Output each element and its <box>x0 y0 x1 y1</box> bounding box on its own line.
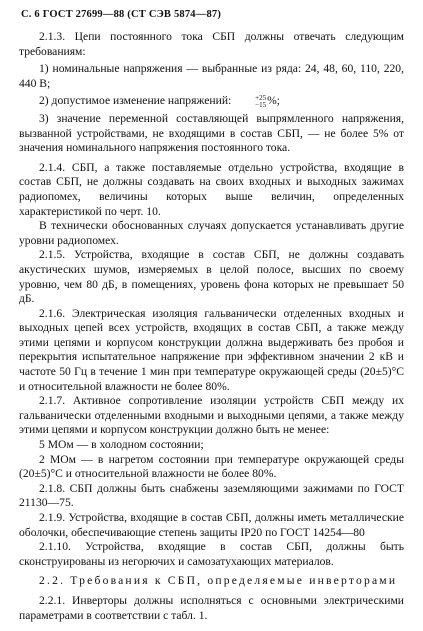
item-2-suffix: %; <box>267 94 281 108</box>
document-body <box>19 30 404 623</box>
paragraph-2-1-6: 2.1.6. Электрическая изоляция гальванически отделенных входных и выходных цепей всех устройств, входящих в состав СБП, а также между этими цепями и корпусом конструкции должна выдерживать без пробоя и перекрытия испытательное напряжение при эффективном значении 2 кВ и частоте 50 Гц в течение 1 мин при температуре окружающей среды (20±5)°С и относительной влажности не более 80%. <box>19 306 404 393</box>
paragraph-2-1-8: 2.1.8. СБП должны быть снабжены заземляющими зажимами по ГОСТ 21130—75. <box>19 481 404 510</box>
paragraph-2-1-4-continued: В технически обоснованных случаях допускается устанавливать другие уровни радиопомех. <box>19 219 404 247</box>
item-2-prefix: 2) допустимое изменение напряжений: <box>39 94 232 108</box>
paragraph-2-1-3-item-2 <box>19 94 404 109</box>
paragraph-2-1-7: 2.1.7. Активное сопротивление изоляции устройств СБП между их гальванически отделенными входными и выходными цепями, а также между этими цепями и корпусом конструкции должно быть не менее: <box>19 394 404 437</box>
paragraph-2-1-9: 2.1.9. Устройства, входящие в состав СБП, должны иметь металлические оболочки, обеспечивающие степень защиты IP20 по ГОСТ 14254—80 <box>19 511 404 539</box>
page-header: С. 6 ГОСТ 27699—88 (СТ СЭВ 5874—87) <box>21 9 222 20</box>
tolerance-fraction <box>235 95 266 109</box>
paragraph-2-1-10: 2.1.10. Устройства, входящие в состав СБП, должны быть сконструированы из негорючих и самозатухающих материалов. <box>19 540 404 568</box>
paragraph-2-1-3: 2.1.3. Цепи постоянного тока СБП должны отвечать следующим требованиям: <box>19 30 404 58</box>
paragraph-2-1-4: 2.1.4. СБП, а также поставляемые отдельно устройства, входящие в состав СБП, не должны создавать на своих входных и выходных зажимах радиопомех, величины которых выше величин, определенных характеристикой по черт. 10. <box>19 160 404 218</box>
paragraph-2-2-1: 2.2.1. Инверторы должны исполняться с основными электрическими параметрами в соответствии с табл. 1. <box>19 593 404 622</box>
section-2-2-title: 2.2. Требования к СБП, определяемые инверторами <box>39 574 398 588</box>
paragraph-2-1-7-hot: 2 МОм — в нагретом состоянии при температуре окружающей среды (20±5)°С и относительной влажности не более 80%. <box>19 452 404 481</box>
paragraph-2-1-5: 2.1.5. Устройства, входящие в состав СБП, не должны создавать акустических шумов, измеряемых в целой полосе, высших по своему уровню, чем 80 дБ, в помещениях, уровень фона которых не превышает 50 дБ. <box>19 248 404 306</box>
paragraph-2-1-3-item-1: 1) номинальные напряжения — выбранные из ряда: 24, 48, 60, 110, 220, 440 В; <box>19 62 404 90</box>
paragraph-2-1-7-cold: 5 МОм — в холодном состоянии; <box>39 438 204 452</box>
tolerance-upper: +25 <box>255 93 267 102</box>
tolerance-lower: −15 <box>255 100 267 109</box>
document-page <box>19 8 404 623</box>
paragraph-2-1-3-item-3: 3) значение переменной составляющей выпрямленного напряжения, вызванной устройствами, не входящими в состав СБП, — не более 5% от значения номинального напряжения постоянного тока. <box>19 111 404 155</box>
